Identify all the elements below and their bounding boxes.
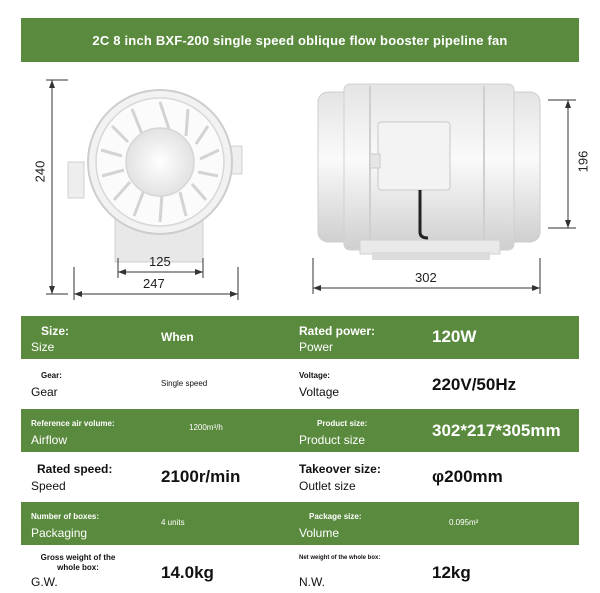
dimension-label-side-length: 302 xyxy=(415,270,437,285)
spec-value: 1200m³/h xyxy=(189,423,223,432)
spec-value: When xyxy=(161,330,194,344)
spec-row-airflow xyxy=(21,409,579,454)
spec-value: 2100r/min xyxy=(161,467,241,486)
dimension-label-inner-width: 125 xyxy=(149,254,171,269)
spec-label: Net weight of the whole box: xyxy=(299,555,381,561)
spec-label: Voltage: xyxy=(299,371,330,380)
spec-label: Product size: xyxy=(317,419,368,428)
spec-sub-label: Size xyxy=(31,340,55,354)
spec-sub-label: Volume xyxy=(299,526,340,540)
fan-drawing xyxy=(0,62,600,312)
spec-label: Gear: xyxy=(41,371,62,380)
spec-value: 302*217*305mm xyxy=(432,421,561,440)
spec-label: Reference air volume: xyxy=(31,419,115,428)
spec-value: 12kg xyxy=(432,563,471,582)
spec-sub-label: Packaging xyxy=(31,526,88,540)
spec-label: Size: xyxy=(41,324,70,338)
spec-label: Number of boxes: xyxy=(31,512,100,521)
spec-row-speed xyxy=(21,454,579,502)
spec-label: Rated speed: xyxy=(37,462,113,476)
spec-sub-label: Airflow xyxy=(31,433,68,447)
spec-sub-label: Speed xyxy=(31,479,66,493)
spec-sub-label: Product size xyxy=(299,433,366,447)
spec-sub-label: Voltage xyxy=(299,385,340,399)
side-height-dimension xyxy=(548,100,576,228)
fan-front-view xyxy=(68,90,242,262)
spec-label: Rated power: xyxy=(299,324,376,338)
spec-row-packaging xyxy=(21,502,579,547)
product-diagram xyxy=(0,62,600,312)
spec-value: 4 units xyxy=(161,518,185,527)
spec-sub-label: Outlet size xyxy=(299,479,356,493)
spec-row-weight xyxy=(21,547,579,593)
spec-table xyxy=(21,316,579,593)
spec-value: 120W xyxy=(432,327,477,346)
spec-value: 0.095m² xyxy=(449,518,479,527)
dimension-label-height: 240 xyxy=(32,160,48,183)
spec-label: Gross weight of the whole box: xyxy=(40,553,116,572)
spec-sub-label: G.W. xyxy=(31,575,58,589)
spec-sub-label: Power xyxy=(299,340,334,354)
spec-label: Package size: xyxy=(309,512,362,521)
dimension-label-side-height: 196 xyxy=(575,150,591,173)
fan-side-view xyxy=(318,84,540,260)
page-title: 2C 8 inch BXF-200 single speed oblique flow booster pipeline fan xyxy=(21,18,579,62)
spec-value: φ200mm xyxy=(432,467,503,486)
spec-row-gear xyxy=(21,361,579,409)
front-height-dimension xyxy=(46,80,68,294)
spec-label: Takeover size: xyxy=(299,462,381,476)
dimension-label-outer-width: 247 xyxy=(143,276,165,291)
spec-value: 220V/50Hz xyxy=(432,375,517,394)
spec-row-size xyxy=(21,316,579,361)
spec-value: Single speed xyxy=(161,379,208,388)
spec-value: 14.0kg xyxy=(161,563,214,582)
spec-sub-label: N.W. xyxy=(299,575,325,589)
spec-sub-label: Gear xyxy=(31,385,58,399)
